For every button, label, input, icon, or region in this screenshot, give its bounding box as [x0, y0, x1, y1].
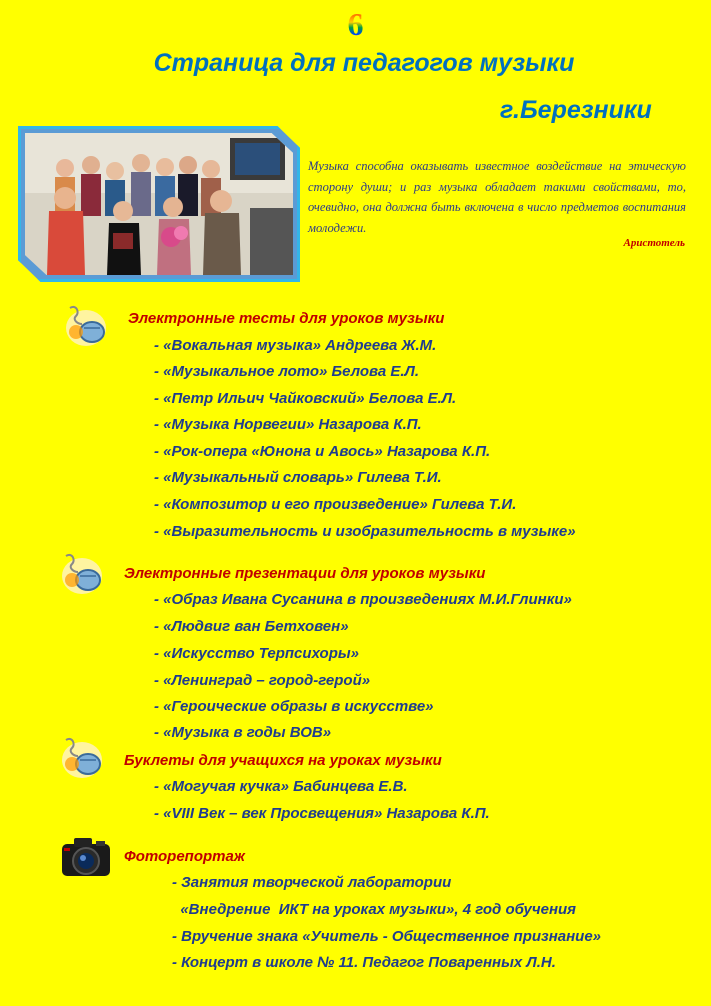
computer-mouse-icon — [62, 302, 110, 353]
quote-author: Аристотель — [623, 237, 685, 249]
list-item: - «Вокальная музыка» Андреева Ж.М. — [154, 337, 437, 354]
computer-mouse-icon — [58, 550, 106, 601]
list-item: - «Композитор и его произведение» Гилева Т.И. — [154, 496, 517, 513]
computer-mouse-icon — [58, 734, 106, 785]
page-number-text: 6 — [347, 6, 364, 42]
page-title: Страница для педагогов музыки — [153, 49, 575, 77]
camera-icon — [58, 832, 114, 887]
list-item: - Концерт в школе № 11. Педагог Поваренных Л.Н. — [172, 954, 556, 971]
quote-text: Музыка способна оказывать известное воздействие на этическую сторону души; и раз музыка обладает такими свойствами, то, очевидно, она должна быть включена в число предметов воспитания молодежи. — [308, 159, 686, 235]
list-item: - «Музыкальное лото» Белова Е.Л. — [154, 363, 420, 380]
list-item: - «Музыка в годы ВОВ» — [154, 724, 332, 741]
list-item: - «Выразительность и изобразительность в музыке» — [154, 523, 576, 540]
list-item: - «VIII Век – век Просвещения» Назарова К.П. — [154, 805, 490, 822]
list-item: - «Образ Ивана Сусанина в произведениях М.И.Глинки» — [154, 591, 572, 608]
section-heading-tests: Электронные тесты для уроков музыки — [128, 310, 445, 327]
list-item: - «Людвиг ван Бетховен» — [154, 618, 349, 635]
list-item: - «Могучая кучка» Бабинцева Е.В. — [154, 778, 408, 795]
list-item: - Вручение знака «Учитель - Общественное признание» — [172, 928, 602, 945]
list-item: - «Музыка Норвегии» Назарова К.П. — [154, 416, 422, 433]
list-item: - «Рок-опера «Юнона и Авось» Назарова К.П. — [154, 443, 491, 460]
list-item: - «Искусство Терпсихоры» — [154, 645, 360, 662]
list-item: «Внедрение ИКТ на уроках музыки», 4 год обучения — [172, 901, 577, 918]
city-subtitle: г.Березники — [500, 96, 652, 124]
group-photo — [25, 133, 293, 275]
section-heading-presentations: Электронные презентации для уроков музыки — [124, 565, 486, 582]
page-number — [0, 6, 711, 42]
list-item: - «Петр Ильич Чайковский» Белова Е.Л. — [154, 390, 457, 407]
list-item: - «Героические образы в искусстве» — [154, 698, 434, 715]
group-photo-frame — [18, 126, 300, 282]
group-photo-image — [25, 133, 293, 275]
section-heading-booklets: Буклеты для учащихся на уроках музыки — [124, 752, 442, 769]
section-heading-photoreport: Фоторепортаж — [124, 848, 245, 865]
list-item: - «Ленинград – город-герой» — [154, 672, 371, 689]
list-item: - Занятия творческой лаборатории — [172, 874, 452, 891]
list-item: - «Музыкальный словарь» Гилева Т.И. — [154, 469, 442, 486]
